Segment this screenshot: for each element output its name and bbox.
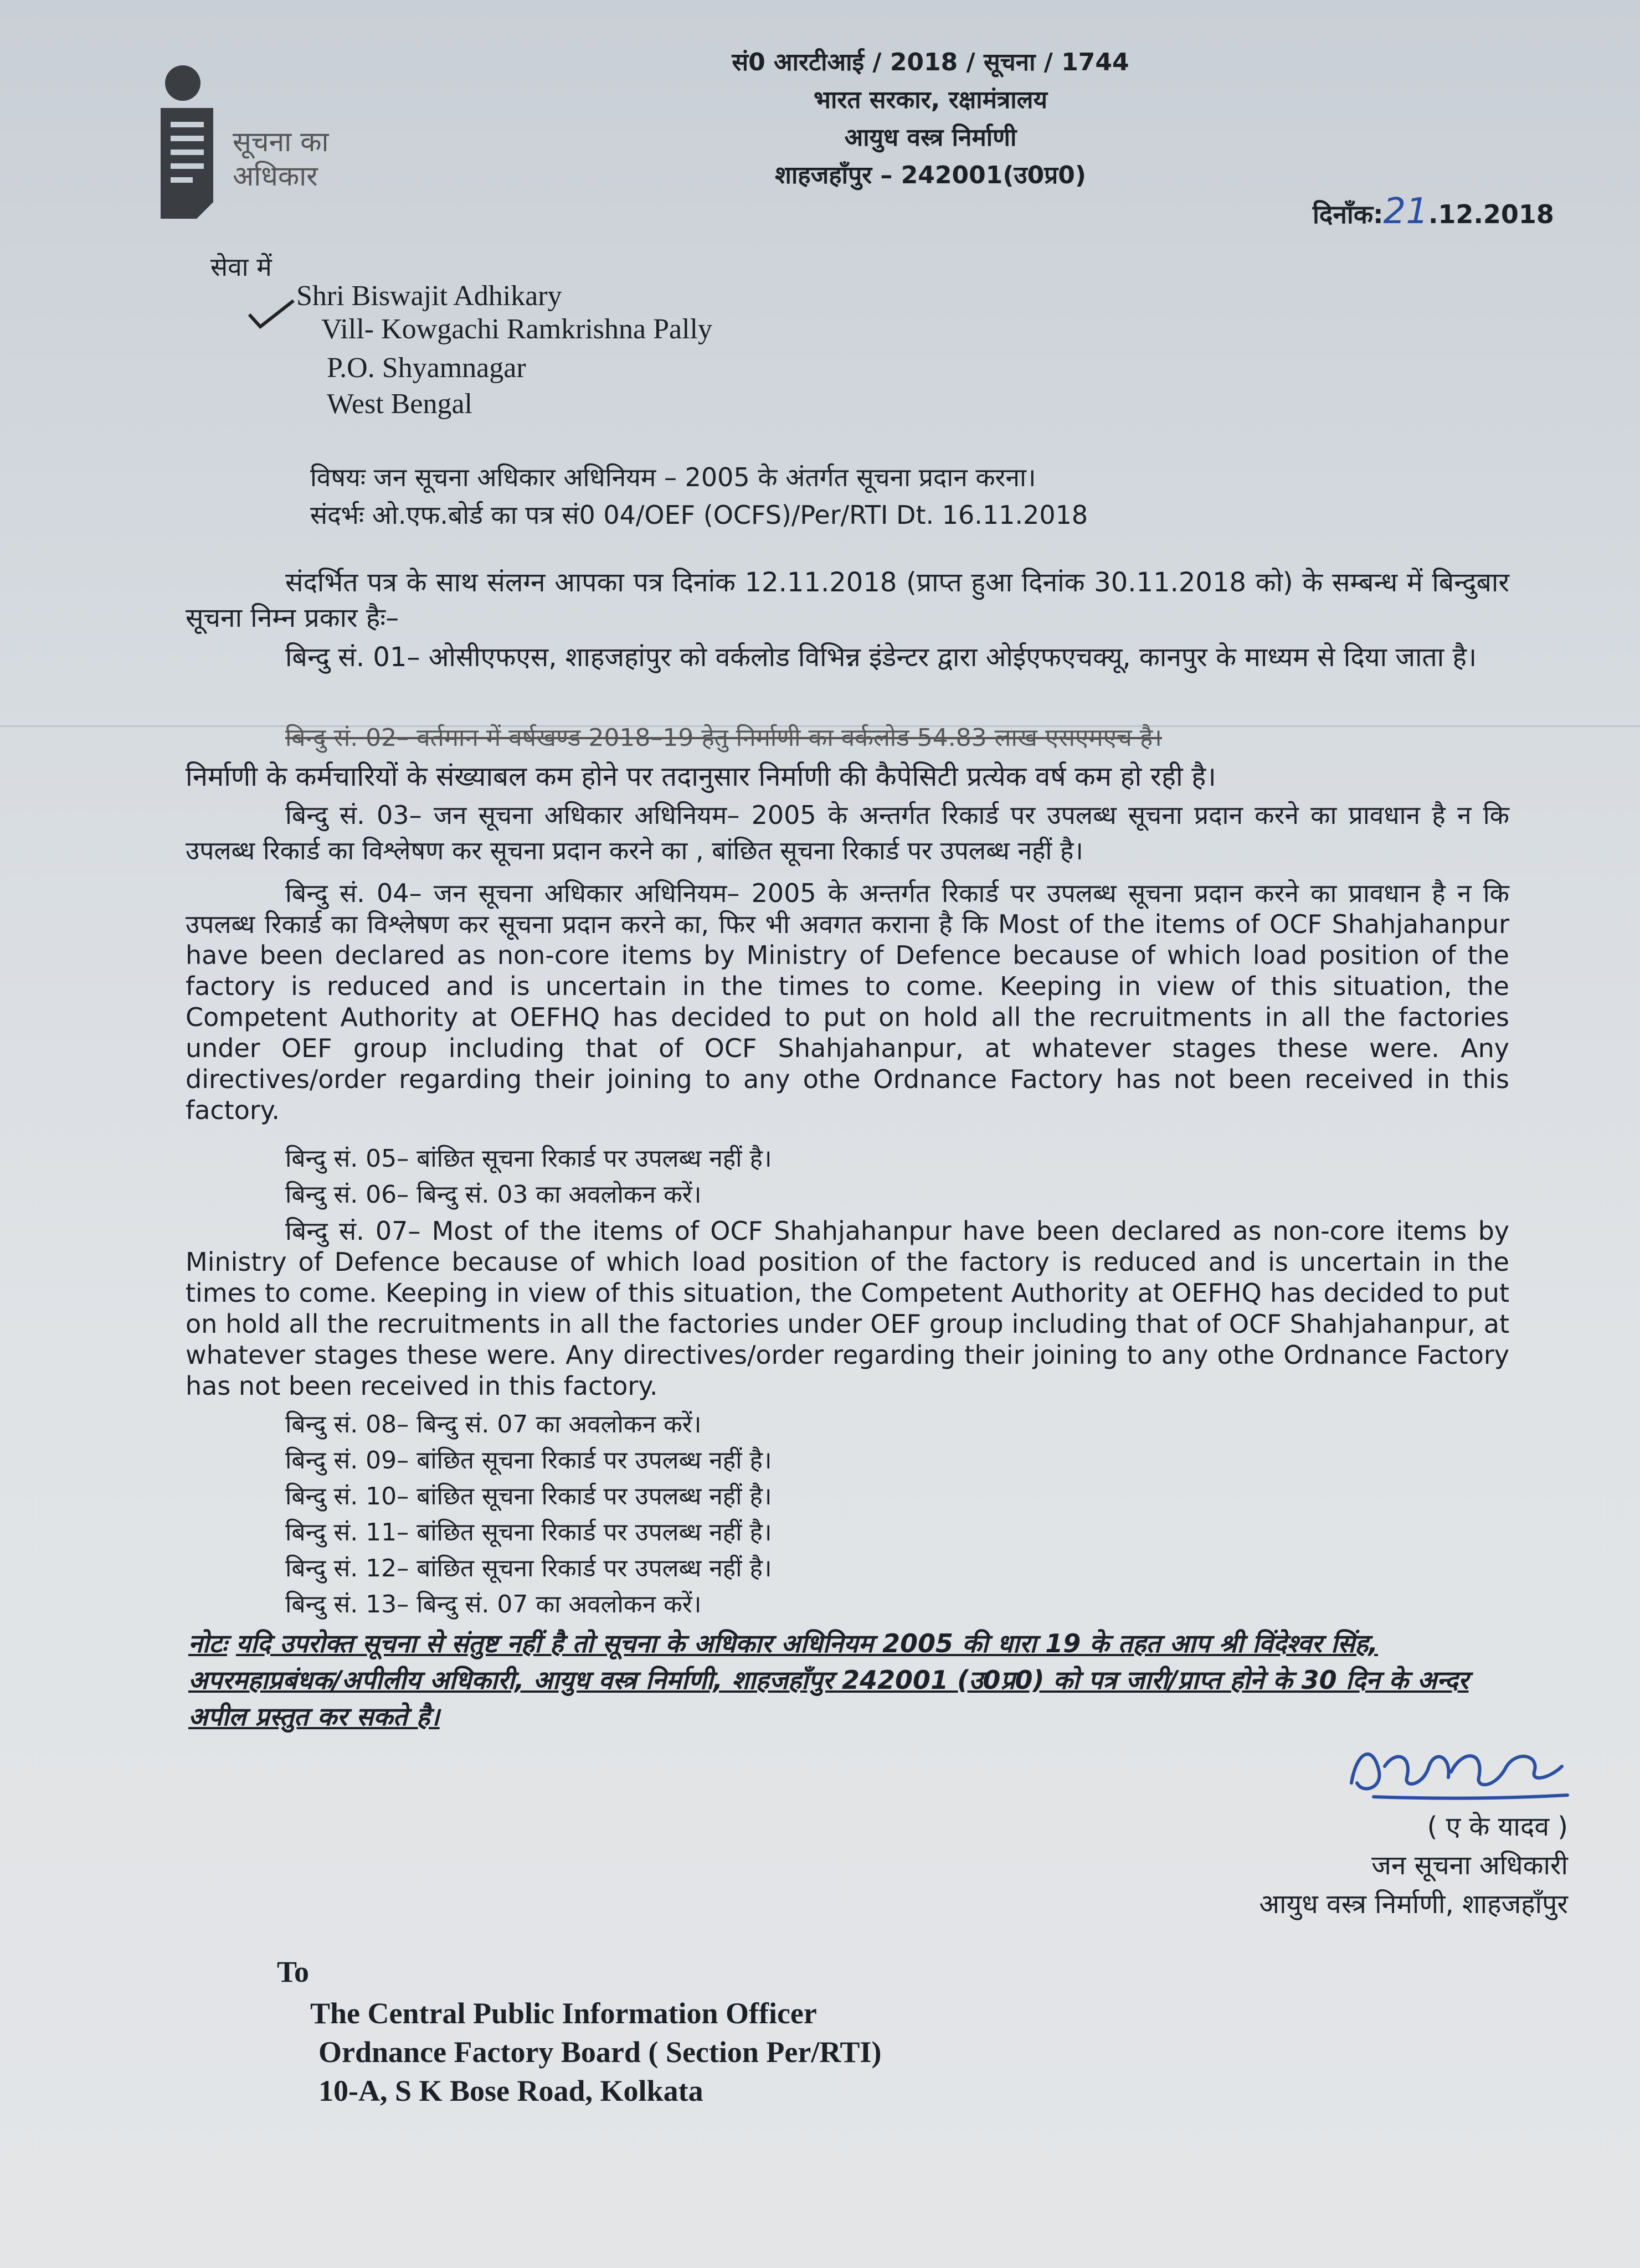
addressee-village: Vill- Kowgachi Ramkrishna Pally	[321, 313, 712, 345]
logo-text	[233, 125, 329, 193]
note-text: यदि उपरोक्त सूचना से संतुष्ट नहीं है तो सूचना के अधिकार अधिनियम 2005 की धारा 19 के तहत आप श्री विंदेश्वर सिंह, अपरमहाप्रबंधक/अपीलीय अधिकारी, आयुध वस्त्र निर्माणी, शाहजहाँपुर 242001 (उ0प्र0) को पत्र जारी/प्राप्त होने के 30 दिन के अन्दर अपील प्रस्तुत कर सकते है।	[188, 1628, 1469, 1731]
signatory-office: आयुध वस्त्र निर्माणी, शाहजहाँपुर	[1259, 1889, 1568, 1920]
point-01: बिन्दु सं. 01– ओसीएफएस, शाहजहांपुर को वर्कलोड विभिन्न इंडेन्टर द्वारा ओईएफएचक्यू, कानपुर के माध्यम से दिया जाता है।	[285, 642, 1477, 673]
point-07: बिन्दु सं. 07– Most of the items of OCF Shahjahanpur have been declared as non-core items by Ministry of Defence because of which load position of the factory is reduced and is uncertain in the times to come. Keeping in view of this situation, the Competent Authority at OEFHQ has decided to put on hold all the recruitments in all the factories under OEF group including that of OCF Shahjahanpur, at whatever stages these were. Any directives/order regarding their joining to any othe Ordnance Factory has not been received in this factory.	[186, 1216, 1509, 1401]
addressee-name: Shri Biswajit Adhikary	[296, 280, 562, 312]
reference-line: संदर्भः ओ.एफ.बोर्ड का पत्र सं0 04/OEF (OCFS)/Per/RTI Dt. 16.11.2018	[310, 500, 1088, 530]
date-day: 21	[1383, 191, 1428, 232]
point-09: बिन्दु सं. 09– बांछित सूचना रिकार्ड पर उपलब्ध नहीं है।	[285, 1446, 772, 1475]
signatory-designation: जन सूचना अधिकारी	[1371, 1850, 1568, 1881]
factory-address: शाहजहाँपुर – 242001(उ0प्र0)	[774, 161, 1086, 189]
signatory-name: ( ए के यादव )	[1427, 1811, 1568, 1842]
factory-name: आयुध वस्त्र निर्माणी	[844, 123, 1017, 152]
copy-to-line3: 10-A, S K Bose Road, Kolkata	[318, 2074, 703, 2107]
letter-date	[1313, 191, 1554, 232]
point-12: बिन्दु सं. 12– बांछित सूचना रिकार्ड पर उपलब्ध नहीं है।	[285, 1554, 772, 1583]
handwritten-signature	[1340, 1733, 1573, 1811]
ministry-name: भारत सरकार, रक्षामंत्रालय	[814, 86, 1047, 114]
subject-line: विषयः जन सूचना अधिकार अधिनियम – 2005 के अंतर्गत सूचना प्रदान करना।	[310, 462, 1036, 492]
date-label: दिनाँक:	[1313, 199, 1384, 229]
point-02-continuation: निर्माणी के कर्मचारियों के संख्याबल कम होने पर तदानुसार निर्माणी की कैपेसिटी प्रत्येक वर्ष कम हो रही है।	[186, 761, 1216, 792]
date-month-year: .12.2018	[1428, 199, 1554, 229]
point-06: बिन्दु सं. 06– बिन्दु सं. 03 का अवलोकन करें।	[285, 1181, 702, 1209]
point-02-struck: बिन्दु सं. 02– वर्तमान में वर्षखण्ड 2018–19 हेतु निर्माणी का वर्कलोड 54.83 लाख एसएमएच है।	[285, 724, 1162, 752]
logo-text-line2: अधिकार	[233, 160, 318, 192]
point-03: बिन्दु सं. 03– जन सूचना अधिकार अधिनियम– 2005 के अन्तर्गत रिकार्ड पर उपलब्ध सूचना प्रदान करने का प्रावधान है न कि उपलब्ध रिकार्ड का विश्लेषण कर सूचना प्रदान करने का , बांछित सूचना रिकार्ड पर उपलब्ध नहीं है।	[186, 800, 1509, 865]
intro-paragraph: संदर्भित पत्र के साथ संलग्न आपका पत्र दिनांक 12.11.2018 (प्राप्त हुआ दिनांक 30.11.2018 को) के सम्बन्ध में बिन्दुबार सूचना निम्न प्रकार हैः–	[186, 567, 1509, 633]
logo-text-line1: सूचना का	[233, 126, 329, 158]
addressee-post-office: P.O. Shyamnagar	[327, 352, 526, 384]
appeal-note	[188, 1625, 1512, 1735]
point-11: बिन्दु सं. 11– बांछित सूचना रिकार्ड पर उपलब्ध नहीं है।	[285, 1518, 772, 1547]
point-08: बिन्दु सं. 08– बिन्दु सं. 07 का अवलोकन करें।	[285, 1410, 702, 1439]
salutation: सेवा में	[210, 252, 272, 282]
copy-to-label: To	[277, 1955, 310, 1988]
reference-number: सं0 आरटीआई / 2018 / सूचना / 1744	[732, 48, 1129, 76]
note-label: नोटः	[188, 1628, 227, 1658]
point-10: बिन्दु सं. 10– बांछित सूचना रिकार्ड पर उपलब्ध नहीं है।	[285, 1482, 772, 1511]
point-13: बिन्दु सं. 13– बिन्दु सं. 07 का अवलोकन करें।	[285, 1590, 702, 1618]
copy-to-line2: Ordnance Factory Board ( Section Per/RTI)	[318, 2035, 882, 2069]
copy-to-line1: The Central Public Information Officer	[310, 1997, 817, 2030]
addressee-state: West Bengal	[327, 388, 472, 420]
tick-mark-icon	[246, 298, 296, 331]
point-04: बिन्दु सं. 04– जन सूचना अधिकार अधिनियम– 2005 के अन्तर्गत रिकार्ड पर उपलब्ध सूचना प्रदान करने का प्रावधान है न कि उपलब्ध रिकार्ड का विश्लेषण कर सूचना प्रदान करने का, फिर भी अवगत कराना है कि Most of the items of OCF Shahjahanpur have been declared as non-core items by Ministry of Defence because of which load position of the factory is reduced and is uncertain in the times to come. Keeping in view of this situation, the Competent Authority at OEFHQ has decided to put on hold all the recruitments in all the factories under OEF group including that of OCF Shahjahanpur, at whatever stages these were. Any directives/order regarding their joining to any othe Ordnance Factory has not been received in this factory.	[186, 878, 1509, 1125]
point-05: बिन्दु सं. 05– बांछित सूचना रिकार्ड पर उपलब्ध नहीं है।	[285, 1145, 772, 1173]
